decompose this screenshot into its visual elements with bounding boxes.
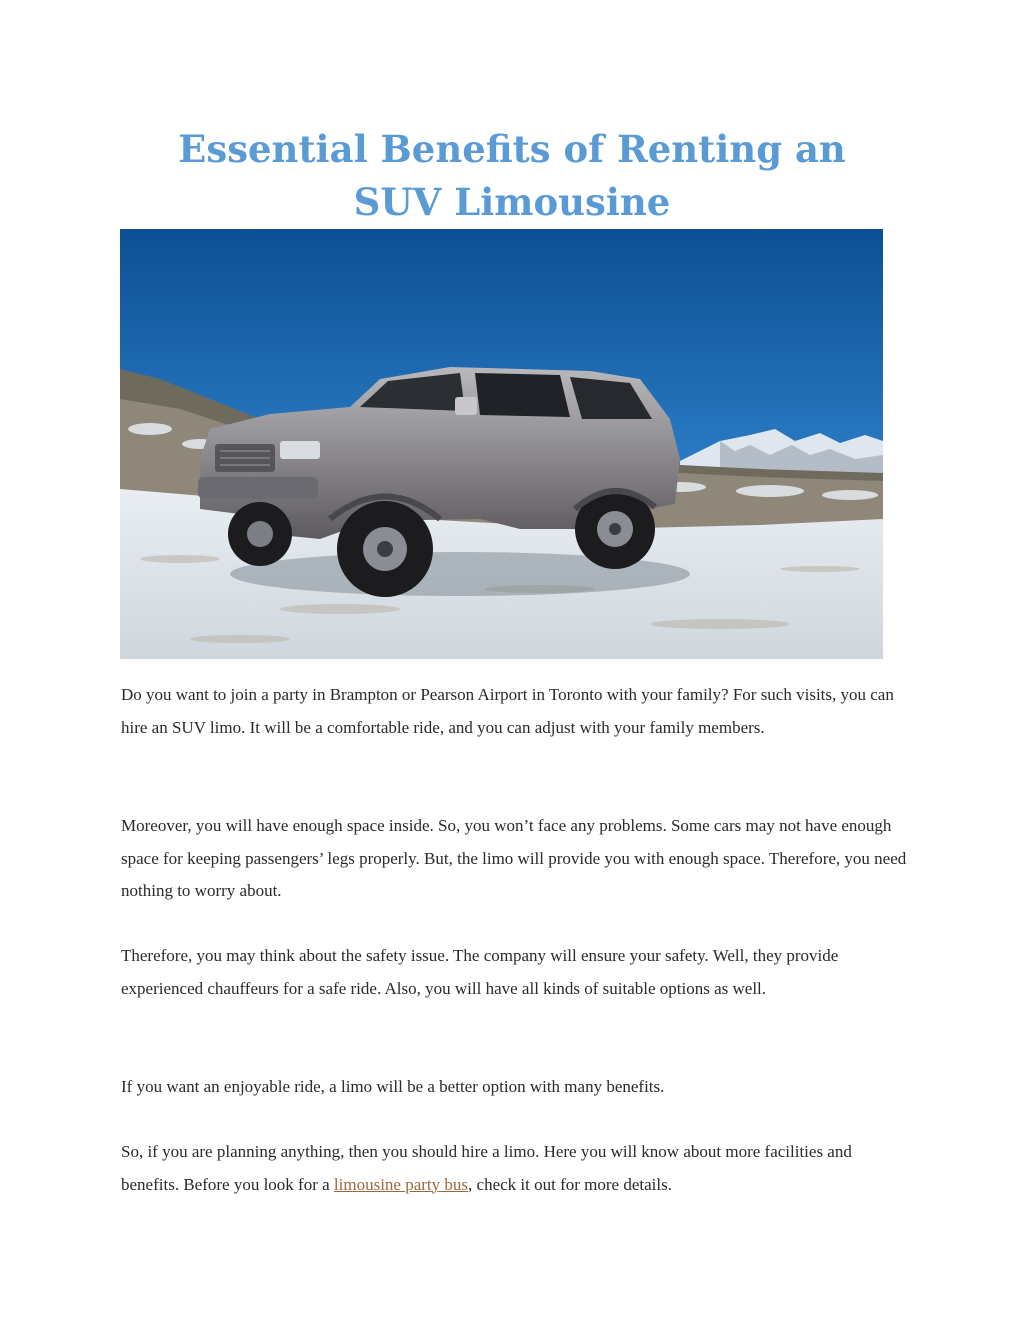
paragraph-planning-text-after: , check it out for more details.: [468, 1174, 672, 1194]
paragraph-space: Moreover, you will have enough space inside. So, you won’t face any problems. Some cars may not have enough space for keeping passengers’ legs properly. But, the limo will provide you with enough space. Therefore, you need nothing to worry about.: [121, 816, 907, 900]
hero-image: [120, 229, 883, 659]
paragraph-safety: Therefore, you may think about the safety issue. The company will ensure your safety. Well, they provide experienced chauffeurs for a safe ride. Also, you will have all kinds of suitable options as well.: [121, 946, 839, 998]
paragraph-planning: [121, 1136, 911, 1201]
paragraph-enjoyable-ride: If you want an enjoyable ride, a limo will be a better option with many benefits.: [121, 1077, 665, 1096]
paragraph-planning-text-before: So, if you are planning anything, then you should hire a limo. Here you will know about more facilities and benefits. Before you look for a: [121, 1142, 852, 1194]
limousine-party-bus-link[interactable]: limousine party bus: [333, 1174, 469, 1194]
page-title: [0, 123, 1024, 229]
paragraph-intro: Do you want to join a party in Brampton or Pearson Airport in Toronto with your family? For such visits, you can hire an SUV limo. It will be a comfortable ride, and you can adjust with your family members.: [121, 685, 894, 737]
title-line-1: Essential Benefits of Renting an: [178, 127, 846, 171]
title-line-2: SUV Limousine: [353, 180, 671, 224]
